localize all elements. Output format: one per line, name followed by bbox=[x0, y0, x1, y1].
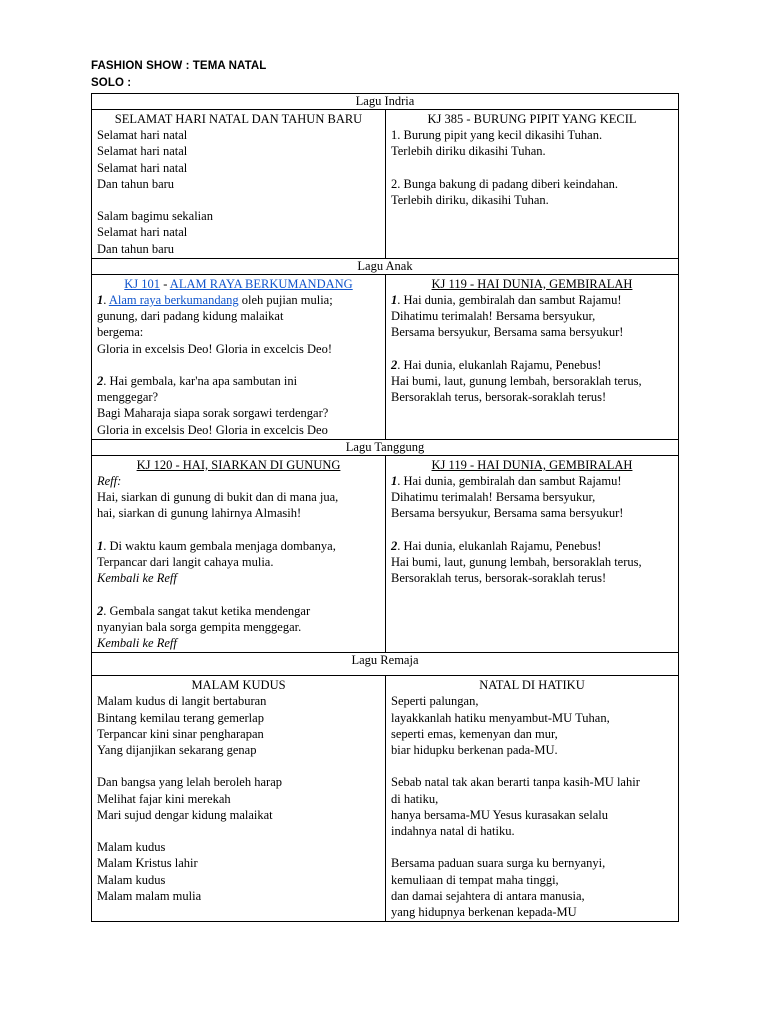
song-title: KJ 385 - BURUNG PIPIT YANG KECIL bbox=[427, 112, 637, 126]
verse-number: 2 bbox=[97, 603, 104, 618]
document-title: FASHION SHOW : TEMA NATAL bbox=[91, 60, 267, 72]
songs-row-indria bbox=[92, 110, 679, 259]
lyric-line: Selamat hari natal bbox=[97, 225, 188, 240]
lyrics bbox=[391, 554, 673, 586]
lyric-line: Sebab natal tak akan berarti tanpa kasih-MU lahir bbox=[391, 775, 640, 790]
verse-number: 2 bbox=[391, 538, 398, 553]
verse-text: Hai dunia, elukanlah Rajamu, Penebus! bbox=[400, 538, 602, 553]
verse-text: Hai dunia, elukanlah Rajamu, Penebus! bbox=[400, 357, 602, 372]
lyric-line: biar hidupku berkenan pada-MU. bbox=[391, 743, 558, 758]
lyric-line: Yang dijanjikan sekarang genap bbox=[97, 743, 257, 758]
song-cell-kj119-anak bbox=[386, 274, 679, 439]
lyric-line: menggegar? bbox=[97, 390, 159, 405]
songs-row-anak bbox=[92, 274, 679, 439]
verse-text: oleh pujian mulia; bbox=[238, 293, 333, 308]
verse-line: 1. Di waktu kaum gembala menjaga dombanya, bbox=[97, 538, 336, 553]
lyric-line: kemuliaan di tempat maha tinggi, bbox=[391, 872, 559, 887]
back-to-reff: Kembali ke Reff bbox=[97, 571, 177, 586]
section-row-anak bbox=[92, 258, 679, 274]
lyric-line: Bersama bersyukur, Bersama sama bersyukur! bbox=[391, 325, 624, 340]
lyric-line: yang hidupnya berkenan kepada-MU bbox=[391, 905, 577, 920]
blank-line bbox=[97, 823, 380, 839]
lyric-line: Malam Kristus lahir bbox=[97, 856, 198, 871]
lyric-line: di hatiku, bbox=[391, 791, 439, 806]
lyric-line: Malam kudus bbox=[97, 872, 166, 887]
lyric-line: Dihatimu terimalah! Bersama bersyukur, bbox=[391, 309, 596, 324]
lyric-line: Malam kudus bbox=[97, 840, 166, 855]
verse-line: 2. Hai dunia, elukanlah Rajamu, Penebus! bbox=[391, 538, 602, 553]
section-heading-indria: Lagu Indria bbox=[92, 94, 679, 110]
lyric-line: Bintang kemilau terang gemerlap bbox=[97, 710, 264, 725]
lyric-line: hai, siarkan di gunung lahirnya Almasih! bbox=[97, 506, 302, 521]
section-row-remaja bbox=[92, 653, 679, 676]
lyrics bbox=[391, 373, 673, 405]
section-heading-anak: Lagu Anak bbox=[92, 258, 679, 274]
lyric-line: Bersama paduan suara surga ku bernyanyi, bbox=[391, 856, 606, 871]
solo-label: SOLO : bbox=[91, 77, 132, 89]
verse-line: 2. Hai gembala, kar'na apa sambutan ini bbox=[97, 374, 298, 389]
lyrics bbox=[97, 127, 380, 257]
blank-line bbox=[391, 839, 673, 855]
lyric-line: Dan tahun baru bbox=[97, 241, 175, 256]
lyrics bbox=[391, 127, 673, 208]
lyric-line: Selamat hari natal bbox=[97, 160, 188, 175]
lyric-line: hanya bersama-MU Yesus kurasakan selalu bbox=[391, 807, 608, 822]
lyric-line: Melihat fajar kini merekah bbox=[97, 791, 231, 806]
lyrics bbox=[391, 308, 673, 340]
lyric-line: Terlebih diriku, dikasihi Tuhan. bbox=[391, 193, 549, 207]
lyric-line: bergema: bbox=[97, 325, 144, 340]
song-cell-kj101 bbox=[92, 274, 386, 439]
song-title: MALAM KUDUS bbox=[191, 678, 286, 693]
lyric-line: Bersama bersyukur, Bersama sama bersyukur! bbox=[391, 506, 624, 521]
section-heading-remaja: Lagu Remaja bbox=[92, 653, 679, 676]
songs-row-remaja bbox=[92, 676, 679, 922]
song-cell-natal-di-hatiku bbox=[386, 676, 679, 922]
verse-text: Hai dunia, gembiralah dan sambut Rajamu! bbox=[400, 474, 622, 489]
lyric-line: Selamat hari natal bbox=[97, 144, 188, 159]
songs-row-tanggung bbox=[92, 455, 679, 652]
verse-line: 1. Alam raya berkumandang oleh pujian mulia; bbox=[97, 293, 333, 308]
song-cell-malam-kudus bbox=[92, 676, 386, 922]
verse-text: Gembala sangat takut ketika mendengar bbox=[106, 603, 311, 618]
lyric-line: Salam bagimu sekalian bbox=[97, 209, 213, 224]
lyric-line: Hai bumi, laut, gunung lembah, bersoraklah terus, bbox=[391, 555, 642, 570]
lyric-line: Malam malam mulia bbox=[97, 888, 202, 903]
lyrics bbox=[97, 489, 380, 521]
lyric-line: gunung, dari padang kidung malaikat bbox=[97, 309, 284, 324]
song-title: NATAL DI HATIKU bbox=[479, 678, 585, 693]
reff-label: Reff: bbox=[97, 474, 122, 489]
lyric-line: seperti emas, kemenyan dan mur, bbox=[391, 726, 558, 741]
title-separator: - bbox=[160, 276, 170, 291]
lyric-line: Dan tahun baru bbox=[97, 176, 175, 191]
lyric-line: indahnya natal di hatiku. bbox=[391, 824, 515, 839]
blank-line bbox=[97, 758, 380, 774]
verse-line: 2. Hai dunia, elukanlah Rajamu, Penebus! bbox=[391, 357, 602, 372]
section-row-indria bbox=[92, 94, 679, 110]
blank-line bbox=[97, 192, 380, 208]
blank-line bbox=[391, 160, 673, 176]
verse-number: 1 bbox=[391, 293, 398, 308]
song-title: KJ 119 - HAI DUNIA, GEMBIRALAH bbox=[431, 276, 633, 291]
lyrics bbox=[97, 693, 380, 904]
lyric-line: Bagi Maharaja siapa sorak sorgawi terdengar? bbox=[97, 406, 329, 421]
lyric-line: Terpancar kini sinar pengharapan bbox=[97, 726, 264, 741]
lyric-line: Dihatimu terimalah! Bersama bersyukur, bbox=[391, 490, 596, 505]
lyric-line: Seperti palungan, bbox=[391, 694, 479, 709]
lyric-line: 1. Burung pipit yang kecil dikasihi Tuhan. bbox=[391, 128, 603, 143]
verse-line: 1. Hai dunia, gembiralah dan sambut Rajamu! bbox=[391, 474, 622, 489]
verse-line: nyanyian bala sorga gempita menggegar. bbox=[97, 619, 302, 634]
section-row-tanggung bbox=[92, 439, 679, 455]
lyrics bbox=[391, 489, 673, 521]
song-cell-kj120 bbox=[92, 455, 386, 652]
song-title: SELAMAT HARI NATAL DAN TAHUN BARU bbox=[114, 112, 363, 126]
lyric-line: Gloria in excelsis Deo! Gloria in excelcis Deo bbox=[97, 422, 328, 437]
lyric-line: Gloria in excelsis Deo! Gloria in excelcis Deo! bbox=[97, 341, 332, 356]
lyric-line: Mari sujud dengar kidung malaikat bbox=[97, 807, 273, 822]
song-title bbox=[97, 276, 380, 292]
lyrics bbox=[391, 693, 673, 920]
alam-raya-link[interactable]: ALAM RAYA BERKUMANDANG bbox=[169, 276, 353, 291]
verse-number: 1 bbox=[97, 293, 104, 308]
kj101-link[interactable]: KJ 101 bbox=[124, 276, 161, 291]
verse-number: 2 bbox=[97, 374, 104, 389]
verse-text: Di waktu kaum gembala menjaga dombanya, bbox=[106, 538, 336, 553]
section-heading-tanggung: Lagu Tanggung bbox=[92, 439, 679, 455]
lyric-line: 2. Bunga bakung di padang diberi keindahan. bbox=[391, 176, 619, 191]
verse-number: 1 bbox=[391, 474, 398, 489]
lyric-line: Dan bangsa yang lelah beroleh harap bbox=[97, 775, 282, 790]
verse-line: Terpancar dari langit cahaya mulia. bbox=[97, 555, 274, 570]
lyrics bbox=[97, 389, 380, 438]
lyric-line: Bersoraklah terus, bersorak-soraklah terus! bbox=[391, 390, 607, 405]
lyric-line: Terlebih diriku dikasihi Tuhan. bbox=[391, 144, 546, 159]
lyric-line: Bersoraklah terus, bersorak-soraklah terus! bbox=[391, 571, 607, 586]
lyric-line: layakkanlah hatiku menyambut-MU Tuhan, bbox=[391, 710, 610, 725]
song-title: KJ 120 - HAI, SIARKAN DI GUNUNG bbox=[136, 457, 341, 472]
verse-line: 2. Gembala sangat takut ketika mendengar bbox=[97, 603, 311, 618]
verse-number: 2 bbox=[391, 357, 398, 372]
song-table bbox=[91, 93, 679, 922]
lyrics bbox=[97, 308, 380, 357]
song-cell-kj385 bbox=[386, 110, 679, 259]
back-to-reff: Kembali ke Reff bbox=[97, 636, 177, 651]
lyric-line: Malam kudus di langit bertaburan bbox=[97, 694, 267, 709]
song-title: KJ 119 - HAI DUNIA, GEMBIRALAH bbox=[431, 457, 633, 472]
song-cell-kj119-tanggung bbox=[386, 455, 679, 652]
verse-number: 1 bbox=[97, 538, 104, 553]
alam-raya-verse-link[interactable]: Alam raya berkumandang bbox=[108, 293, 239, 308]
lyric-line: dan damai sejahtera di antara manusia, bbox=[391, 888, 585, 903]
verse-text: Hai dunia, gembiralah dan sambut Rajamu! bbox=[400, 293, 622, 308]
lyric-line: Hai, siarkan di gunung di bukit dan di mana jua, bbox=[97, 490, 339, 505]
verse-text: Hai gembala, kar'na apa sambutan ini bbox=[106, 374, 298, 389]
blank-line bbox=[391, 758, 673, 774]
lyric-line: Selamat hari natal bbox=[97, 128, 188, 143]
song-cell-selamat-hari-natal bbox=[92, 110, 386, 259]
verse-line: 1. Hai dunia, gembiralah dan sambut Rajamu! bbox=[391, 293, 622, 308]
lyric-line: Hai bumi, laut, gunung lembah, bersoraklah terus, bbox=[391, 374, 642, 389]
